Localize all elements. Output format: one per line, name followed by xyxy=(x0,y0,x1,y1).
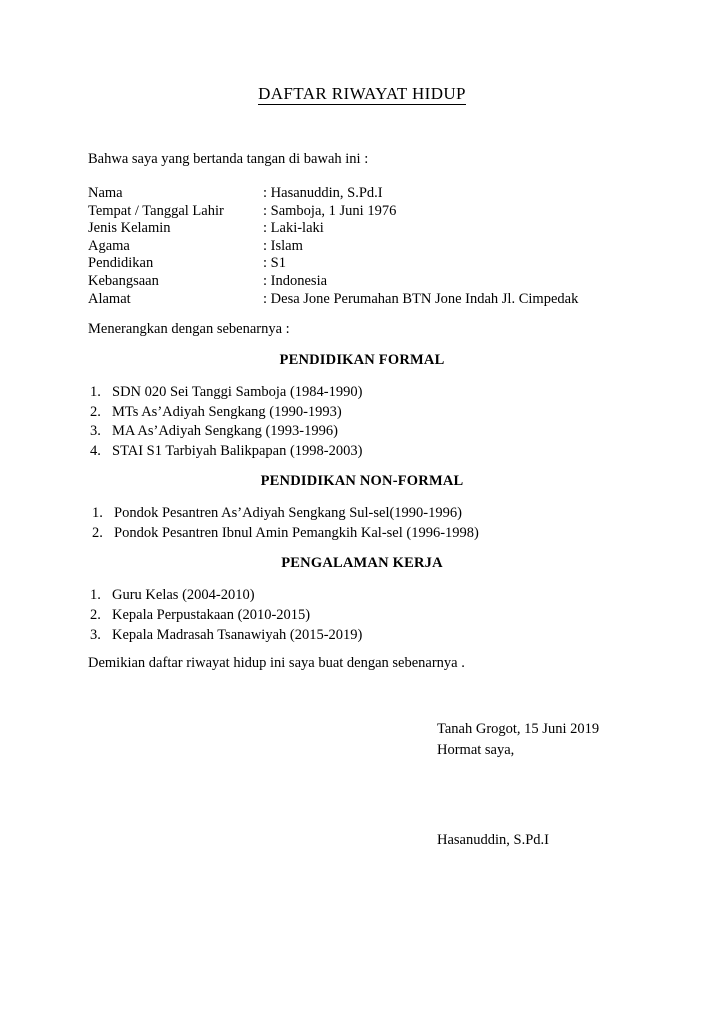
list-item xyxy=(92,503,479,523)
identity-row-label: Kebangsaan xyxy=(88,272,159,289)
list-item-number: 3. xyxy=(90,627,101,643)
identity-row-value: : Hasanuddin, S.Pd.I xyxy=(263,185,578,203)
identity-row-value: : Desa Jone Perumahan BTN Jone Indah Jl. Cimpedak xyxy=(263,291,578,309)
identity-row-value: : Laki-laki xyxy=(263,220,578,238)
identity-row xyxy=(88,291,578,309)
signature-respect-line: Hormat saya, xyxy=(437,742,515,758)
list-item-number: 3. xyxy=(90,423,101,439)
list-item-number: 4. xyxy=(90,442,101,459)
list-item-text: Guru Kelas (2004-2010) xyxy=(112,587,255,603)
list-item xyxy=(90,625,362,645)
identity-row-label: Jenis Kelamin xyxy=(88,220,171,237)
identity-table xyxy=(88,185,578,308)
identity-row-value: : Islam xyxy=(263,238,578,256)
identity-row-value: : Indonesia xyxy=(263,273,578,291)
identity-table-body xyxy=(88,185,578,308)
list-item-text: Pondok Pesantren Ibnul Amin Pemangkih Kal-sel (1996-1998) xyxy=(114,525,479,541)
list-item-number: 2. xyxy=(90,403,101,420)
list-item-number: 1. xyxy=(90,587,101,603)
list-item-text: Kepala Perpustakaan (2010-2015) xyxy=(112,607,311,623)
intro-line: Bahwa saya yang bertanda tangan di bawah ini : xyxy=(88,151,369,167)
list-item xyxy=(90,585,362,605)
signature-block xyxy=(437,719,599,761)
list-item xyxy=(90,605,362,625)
section-heading-formal: PENDIDIKAN FORMAL xyxy=(279,352,445,368)
nonformal-education-list xyxy=(92,503,479,543)
identity-row-label: Pendidikan xyxy=(88,255,154,272)
identity-row-value: : S1 xyxy=(263,255,578,273)
list-item xyxy=(90,422,362,442)
list-item xyxy=(92,523,479,543)
section-heading-work-experience: PENGALAMAN KERJA xyxy=(281,555,443,571)
identity-row xyxy=(88,185,578,203)
closing-line: Demikian daftar riwayat hidup ini saya buat dengan sebenarnya . xyxy=(88,655,465,671)
identity-row-label: Tempat / Tanggal Lahir xyxy=(88,202,224,219)
list-item xyxy=(90,383,362,403)
list-item xyxy=(90,442,362,462)
identity-row xyxy=(88,203,578,221)
statement-line: Menerangkan dengan sebenarnya : xyxy=(88,321,290,337)
list-item-text: MA As’Adiyah Sengkang (1993-1996) xyxy=(112,423,338,439)
list-item-text: Kepala Madrasah Tsanawiyah (2015-2019) xyxy=(112,627,363,643)
list-item xyxy=(90,403,362,423)
list-item-text: SDN 020 Sei Tanggi Samboja (1984-1990) xyxy=(112,384,363,400)
document-title xyxy=(0,84,724,104)
list-item-number: 1. xyxy=(90,384,101,400)
signature-place-date: Tanah Grogot, 15 Juni 2019 xyxy=(437,721,600,737)
identity-row-label: Alamat xyxy=(88,290,131,307)
formal-education-list xyxy=(90,383,362,461)
list-item-text: STAI S1 Tarbiyah Balikpapan (1998-2003) xyxy=(112,442,363,459)
identity-row-label: Nama xyxy=(88,185,123,201)
document-title-text: DAFTAR RIWAYAT HIDUP xyxy=(258,84,466,103)
section-heading-nonformal: PENDIDIKAN NON-FORMAL xyxy=(260,473,464,489)
list-item-number: 1. xyxy=(92,505,103,521)
signature-name: Hasanuddin, S.Pd.I xyxy=(437,832,549,848)
list-item-text: Pondok Pesantren As’Adiyah Sengkang Sul-sel(1990-1996) xyxy=(114,505,462,521)
identity-row-value: : Samboja, 1 Juni 1976 xyxy=(263,203,578,221)
identity-row-label: Agama xyxy=(88,237,130,254)
work-experience-list xyxy=(90,585,362,645)
identity-row xyxy=(88,273,578,291)
identity-row xyxy=(88,238,578,256)
list-item-text: MTs As’Adiyah Sengkang (1990-1993) xyxy=(112,403,342,420)
list-item-number: 2. xyxy=(92,525,103,541)
list-item-number: 2. xyxy=(90,607,101,623)
identity-row xyxy=(88,255,578,273)
identity-row xyxy=(88,220,578,238)
